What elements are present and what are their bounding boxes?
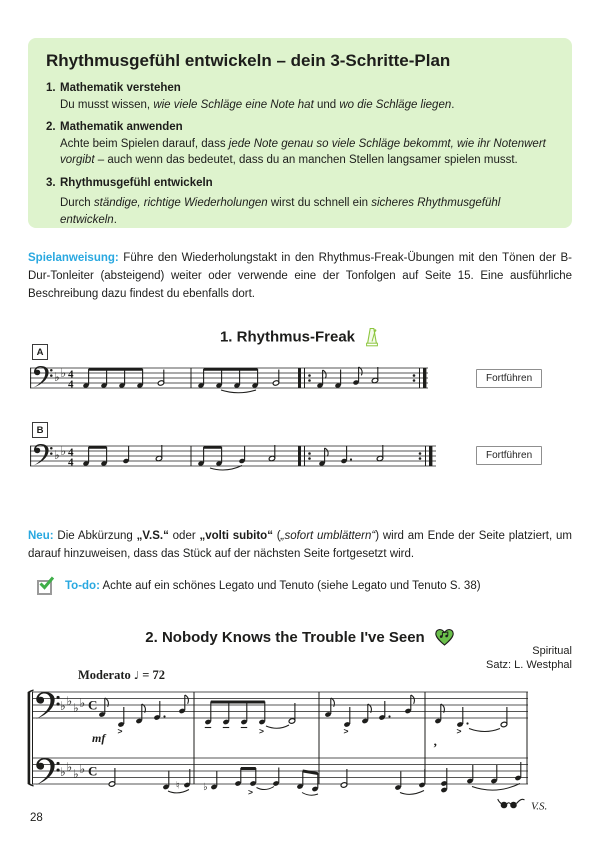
tempo-value: = 72 <box>142 668 165 682</box>
plan-item-number: 1. <box>46 82 56 94</box>
grand-staff-notation <box>26 684 574 816</box>
common-time-sign: C <box>88 697 98 713</box>
flat-sign: ♭ <box>60 699 66 713</box>
neu-paragraph <box>28 528 572 564</box>
natural-sign: ♮ <box>176 780 180 792</box>
plan-item-number: 3. <box>46 177 56 190</box>
flat-sign: ♭ <box>73 701 79 715</box>
common-time-sign: C <box>88 763 98 779</box>
plan-title: Rhythmusgefühl entwickeln – dein 3-Schritte-Plan <box>46 51 451 70</box>
todo-text: Achte auf ein schönes Legato und Tenuto (siehe Legato und Tenuto S. 38) <box>99 580 481 592</box>
staff-b-notation <box>30 434 460 484</box>
rehearsal-mark-a: A <box>32 344 48 360</box>
tempo-marking <box>78 668 165 683</box>
accent-mark: > <box>117 726 123 736</box>
piece-1-title <box>0 326 600 348</box>
plan-item-number: 2. <box>46 121 56 134</box>
neu-label: Neu: <box>28 530 54 542</box>
todo-row <box>37 578 567 595</box>
flat-sign: ♭ <box>60 765 66 779</box>
volti-subito-mark: V.S. <box>531 800 548 813</box>
accent-mark: > <box>248 787 253 797</box>
flat-sign: ♭ <box>54 370 60 384</box>
time-signature-top: 4 <box>68 368 74 381</box>
bass-clef-icon <box>34 366 53 387</box>
heart-notes-icon <box>434 628 455 647</box>
accent-mark: > <box>456 726 462 736</box>
accent-mark: > <box>259 726 264 736</box>
plan-item-1 <box>46 82 554 113</box>
checkbox-check-icon <box>37 580 52 595</box>
time-signature-top: 4 <box>68 446 74 459</box>
accent-mark: > <box>343 726 349 736</box>
page-number: 28 <box>30 812 43 824</box>
dynamic-mf: mf <box>92 731 106 745</box>
arranger-label: Satz: L. Westphal <box>485 658 572 671</box>
flat-sign: ♭ <box>66 760 73 774</box>
flat-sign: ♭ <box>203 782 208 793</box>
glasses-icon <box>498 799 525 808</box>
neu-text: Die Abkürzung „V.S.“ oder „volti subito“ („sofort umblättern“) wird am Ende der Seite platziert, um darauf hinzuweisen, dass das Stück auf der nächsten Seite fortgesetzt wird. <box>28 530 572 560</box>
spielanweisung-text: Führe den Wiederholungstakt in den Rhythmus-Freak-Übungen mit den Tönen der B-Dur-Tonleiter (absteigend) weiter oder verwende eine der Tonfolgen auf Seite 15. Eine ausführliche Beschreibung dazu findest du ebenfalls dort. <box>28 252 572 300</box>
bass-clef-icon <box>36 692 60 719</box>
plan-item-heading: Mathematik verstehen <box>60 82 181 94</box>
time-signature-bottom: 4 <box>68 378 74 391</box>
staff-a-notation <box>30 356 460 406</box>
spielanweisung-paragraph <box>28 250 572 303</box>
fortfuehren-button-b[interactable]: Fortführen <box>476 446 542 465</box>
piece-1-title-text: 1. Rhythmus-Freak <box>219 328 356 346</box>
time-signature-bottom: 4 <box>68 456 74 469</box>
flat-sign: ♭ <box>73 767 79 781</box>
plan-item-body: Du musst wissen, wie viele Schläge eine Note hat und wo die Schläge liegen. <box>60 98 455 111</box>
metronome-icon <box>364 326 380 348</box>
flat-sign: ♭ <box>66 694 73 708</box>
tempo-word: Moderato <box>78 668 131 682</box>
genre-label: Spiritual <box>532 645 572 657</box>
bass-clef-icon <box>36 758 60 785</box>
plan-item-body: Achte beim Spielen darauf, dass jede Note genau so viele Schläge bekommt, wie ihr Notenwert vorgibt – auch wenn das bedeutet, dass du an manchen Stellen langsamer spielen musst. <box>60 137 546 167</box>
plan-item-3 <box>46 177 554 228</box>
plan-item-2 <box>46 121 554 169</box>
flat-sign: ♭ <box>54 448 60 462</box>
plan-item-body: Durch ständige, richtige Wiederholungen wirst du schnell ein sicheres Rhythmusgefühl entwickeln. <box>60 197 501 226</box>
spielanweisung-label: Spielanweisung: <box>28 252 119 264</box>
plan-item-heading: Rhythmusgefühl entwickeln <box>60 177 213 190</box>
quarter-note-icon: ♩ <box>133 669 140 682</box>
piece-2-credits <box>486 645 572 673</box>
breath-mark: ’ <box>433 740 438 755</box>
flat-sign: ♭ <box>60 444 67 458</box>
flat-sign: ♭ <box>60 366 67 380</box>
rehearsal-mark-b: B <box>32 422 48 438</box>
flat-sign: ♭ <box>79 762 86 776</box>
flat-sign: ♭ <box>79 696 86 710</box>
todo-label: To-do: <box>65 580 100 592</box>
bass-clef-icon <box>34 444 53 465</box>
plan-box <box>28 38 572 228</box>
plan-item-heading: Mathematik anwenden <box>60 121 183 134</box>
fortfuehren-button-a[interactable]: Fortführen <box>476 369 542 388</box>
piece-2-title-text: 2. Nobody Knows the Trouble I've Seen <box>145 629 425 646</box>
